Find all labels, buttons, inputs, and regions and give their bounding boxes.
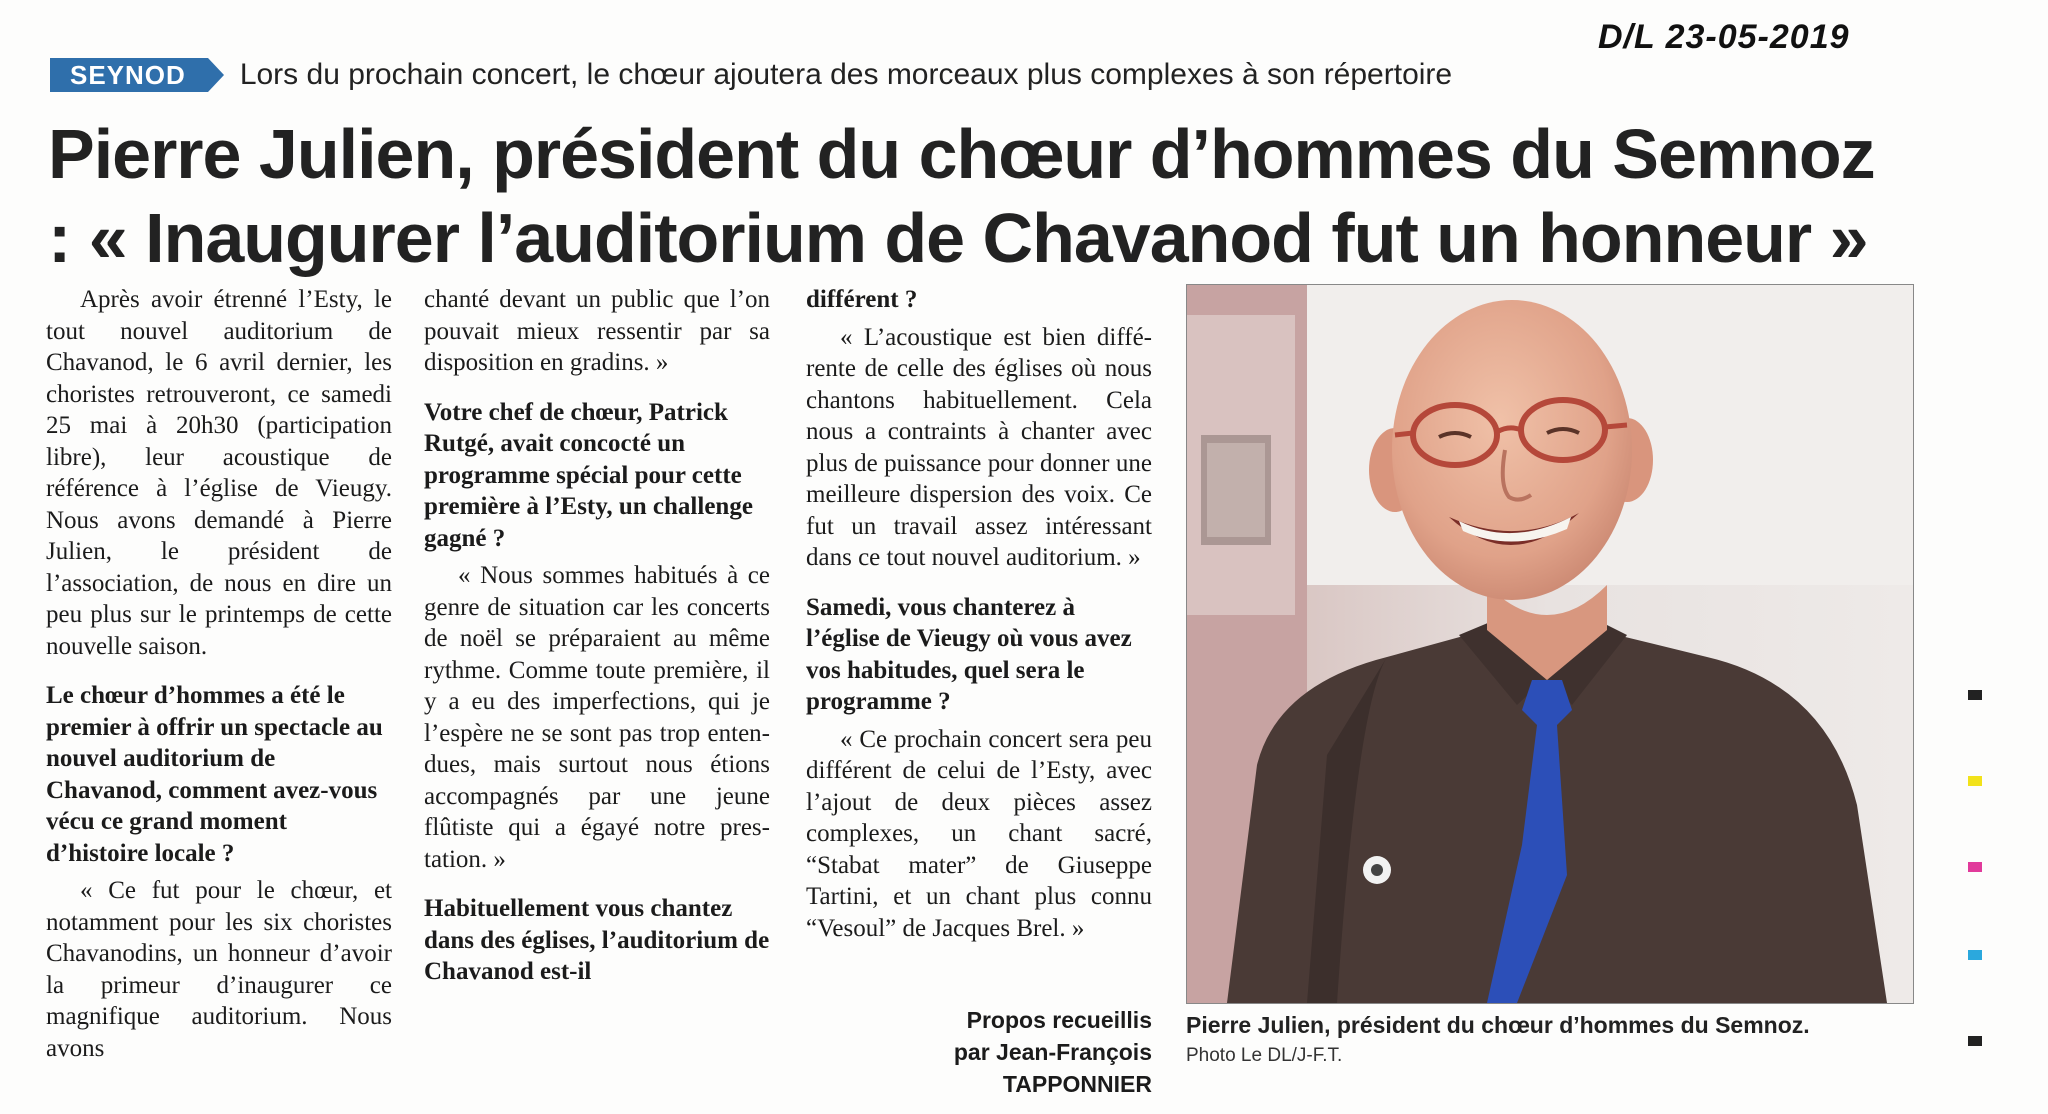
registration-mark-cyan [1968, 950, 1982, 960]
registration-mark-black [1968, 690, 1982, 700]
kicker [50, 58, 1452, 92]
byline-line-1: Propos recueillis [966, 1007, 1152, 1033]
portrait-illustration [1187, 285, 1913, 1003]
headline-line-1: Pierre Julien, président du chœur d’hommes du Semnoz [48, 115, 1875, 193]
dateline: D/L 23-05-2019 [1598, 18, 1850, 56]
portrait-photo [1186, 284, 1914, 1004]
byline [806, 1004, 1152, 1100]
question-2: Votre chef de chœur, Patrick Rutgé, avait concocté un programme spécial pour cette première à l’Esty, un challenge gagné ? [424, 398, 753, 552]
photo-caption [1186, 1012, 1946, 1067]
byline-line-2: par Jean-François TAPPONNIER [953, 1039, 1152, 1097]
registration-mark-magenta [1968, 862, 1982, 872]
answer-4: « Ce prochain concert sera peu différent de celui de l’Esty, avec l’ajout de deux pièces assez complexes, un chant sacré, “Stabat mater” de Giuseppe Tartini, et un chant plus connu “Vesoul” de Jacques Brel. » [806, 725, 1152, 942]
answer-2: « Nous sommes habitués à ce genre de situation car les concerts de noël se préparaient au même rythme. Comme toute première, il y a eu des imperfections, qui je l’espère ne se sont pas trop entendues, mais surtout nous étions accompagnés par une jeune flûtiste qui a égayé notre prestation. » [424, 562, 770, 873]
headline [48, 112, 1918, 280]
article-column-1 [46, 284, 392, 1064]
caption-text: Pierre Julien, président du chœur d’hommes du Semnoz. [1186, 1012, 1810, 1038]
answer-1-continued: chanté devant un public que l’on pouvait mieux ressentir par sa disposition en gradins. » [424, 286, 770, 376]
question-1: Le chœur d’hommes a été le premier à offrir un spectacle au nouvel auditorium de Chavanod, comment avez-vous vécu ce grand moment d’histoire locale ? [46, 682, 383, 867]
kicker-text: Lors du prochain concert, le chœur ajoutera des morceaux plus complexes à son répertoire [239, 58, 1453, 91]
answer-3: « L’acoustique est bien différente de celle des églises où nous chantons habituellement. Cela nous a contraints à chanter avec plus de puissance pour donner une meilleure dispersion des voix. Ce fut un travail assez intéressant dans ce tout nouvel auditorium. » [806, 323, 1152, 571]
headline-line-2: : « Inaugurer l’auditorium de Chavanod fut un honneur » [48, 199, 1868, 277]
question-3: Habituellement vous chantez dans des églises, l’auditorium de Chavanod est-il [424, 895, 770, 985]
registration-mark-black-2 [1968, 1036, 1982, 1046]
article-column-3 [806, 284, 1152, 944]
photo-credit: Photo Le DL/J-F.T. [1186, 1045, 1343, 1066]
question-4: Samedi, vous chanterez à l’église de Vieugy où vous avez vos habitudes, quel sera le programme ? [806, 593, 1132, 715]
show-through-text [20, 140, 38, 216]
article-column-2 [424, 284, 770, 994]
intro-paragraph: Après avoir étrenné l’Esty, le tout nouvel auditorium de Chavanod, le 6 avril dernier, les choristes retrouveront, ce samedi 25 mai à 20h30 (participation libre), leur acoustique de référence à l’église de Vieugy. Nous avons demandé à Pierre Julien, le président de l’association, de nous en dire un peu plus sur le printemps de cette nouvelle saison. [46, 286, 392, 660]
question-3-continued: différent ? [806, 286, 918, 313]
answer-1: « Ce fut pour le chœur, et notamment pour les six choristes Chavanodins, un honneur d’avoir la primeur d’inaugurer ce magnifique auditorium. Nous avons [46, 877, 392, 1062]
registration-mark-yellow [1968, 776, 1982, 786]
location-tag: SEYNOD [50, 58, 208, 92]
